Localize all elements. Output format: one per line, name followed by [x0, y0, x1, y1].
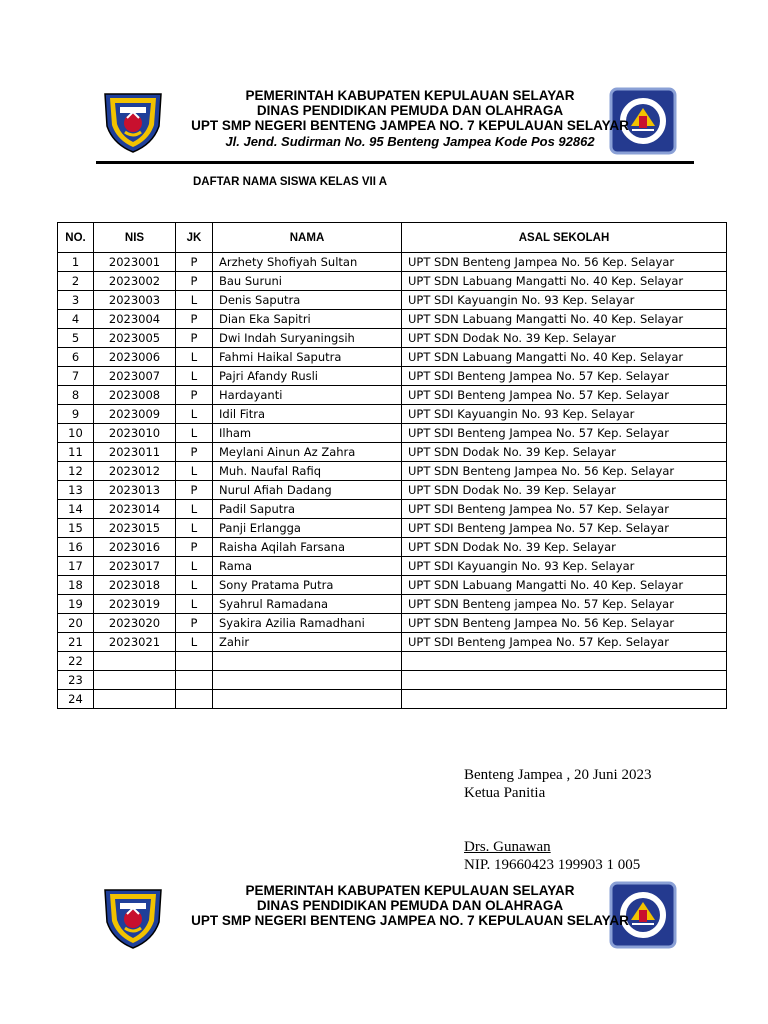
cell-jk: L: [176, 519, 213, 538]
signature-place-date: Benteng Jampea , 20 Juni 2023: [464, 767, 652, 783]
cell-nis: [94, 690, 176, 709]
cell-asal-sekolah: UPT SDI Kayuangin No. 93 Kep. Selayar: [402, 405, 727, 424]
cell-no: 11: [58, 443, 94, 462]
cell-nama: Sony Pratama Putra: [213, 576, 402, 595]
cell-nama: Dian Eka Sapitri: [213, 310, 402, 329]
cell-nis: 2023011: [94, 443, 176, 462]
cell-asal-sekolah: UPT SDN Benteng Jampea No. 56 Kep. Selayar: [402, 462, 727, 481]
cell-no: 12: [58, 462, 94, 481]
header-nama: NAMA: [213, 223, 402, 253]
cell-no: 6: [58, 348, 94, 367]
cell-jk: L: [176, 500, 213, 519]
cell-asal-sekolah: [402, 652, 727, 671]
cell-jk: L: [176, 462, 213, 481]
cell-nama: Syahrul Ramadana: [213, 595, 402, 614]
cell-asal-sekolah: UPT SDN Dodak No. 39 Kep. Selayar: [402, 329, 727, 348]
cell-no: 22: [58, 652, 94, 671]
table-row: [58, 538, 727, 557]
table-row: [58, 576, 727, 595]
cell-no: 7: [58, 367, 94, 386]
table-row: [58, 424, 727, 443]
table-row: [58, 405, 727, 424]
cell-nis: 2023002: [94, 272, 176, 291]
cell-asal-sekolah: [402, 671, 727, 690]
cell-asal-sekolah: [402, 690, 727, 709]
footer-government: PEMERINTAH KABUPATEN KEPULAUAN SELAYAR: [245, 883, 575, 898]
cell-nama: Dwi Indah Suryaningsih: [213, 329, 402, 348]
cell-no: 5: [58, 329, 94, 348]
cell-asal-sekolah: UPT SDI Benteng Jampea No. 57 Kep. Selayar: [402, 633, 727, 652]
cell-nama: Arzhety Shofiyah Sultan: [213, 253, 402, 272]
cell-nis: 2023020: [94, 614, 176, 633]
cell-nama: Zahir: [213, 633, 402, 652]
cell-jk: L: [176, 405, 213, 424]
table-row: [58, 310, 727, 329]
cell-jk: L: [176, 367, 213, 386]
table-row: [58, 443, 727, 462]
cell-asal-sekolah: UPT SDN Benteng Jampea No. 56 Kep. Selayar: [402, 253, 727, 272]
table-row: [58, 272, 727, 291]
student-table: [57, 222, 727, 709]
table-row: [58, 557, 727, 576]
cell-nama: Rama: [213, 557, 402, 576]
cell-nis: [94, 671, 176, 690]
signature-nip: NIP. 19660423 199903 1 005: [464, 857, 641, 873]
cell-asal-sekolah: UPT SDI Benteng Jampea No. 57 Kep. Selayar: [402, 367, 727, 386]
table-row: [58, 633, 727, 652]
cell-no: 3: [58, 291, 94, 310]
cell-nis: 2023013: [94, 481, 176, 500]
cell-jk: P: [176, 310, 213, 329]
cell-nama: Nurul Afiah Dadang: [213, 481, 402, 500]
cell-no: 16: [58, 538, 94, 557]
cell-asal-sekolah: UPT SDN Dodak No. 39 Kep. Selayar: [402, 481, 727, 500]
table-body: [58, 253, 727, 709]
table-row: [58, 462, 727, 481]
cell-no: 1: [58, 253, 94, 272]
cell-jk: [176, 690, 213, 709]
cell-no: 24: [58, 690, 94, 709]
header-jk: JK: [176, 223, 213, 253]
header-nis: NIS: [94, 223, 176, 253]
cell-jk: L: [176, 557, 213, 576]
cell-nama: Denis Saputra: [213, 291, 402, 310]
letterhead-government: PEMERINTAH KABUPATEN KEPULAUAN SELAYAR: [245, 88, 575, 103]
cell-no: 9: [58, 405, 94, 424]
cell-nama: [213, 690, 402, 709]
cell-asal-sekolah: UPT SDI Kayuangin No. 93 Kep. Selayar: [402, 557, 727, 576]
cell-nis: [94, 652, 176, 671]
cell-asal-sekolah: UPT SDN Dodak No. 39 Kep. Selayar: [402, 538, 727, 557]
cell-asal-sekolah: UPT SDN Labuang Mangatti No. 40 Kep. Selayar: [402, 272, 727, 291]
cell-asal-sekolah: UPT SDI Benteng Jampea No. 57 Kep. Selayar: [402, 386, 727, 405]
cell-no: 17: [58, 557, 94, 576]
table-row: [58, 519, 727, 538]
cell-asal-sekolah: UPT SDI Benteng Jampea No. 57 Kep. Selayar: [402, 500, 727, 519]
cell-jk: P: [176, 329, 213, 348]
cell-nis: 2023018: [94, 576, 176, 595]
cell-no: 4: [58, 310, 94, 329]
cell-nis: 2023015: [94, 519, 176, 538]
cell-nis: 2023014: [94, 500, 176, 519]
cell-asal-sekolah: UPT SDN Labuang Mangatti No. 40 Kep. Selayar: [402, 348, 727, 367]
cell-nama: Bau Suruni: [213, 272, 402, 291]
cell-no: 18: [58, 576, 94, 595]
table-row: [58, 690, 727, 709]
cell-nama: Syakira Azilia Ramadhani: [213, 614, 402, 633]
cell-nis: 2023003: [94, 291, 176, 310]
table-row: [58, 348, 727, 367]
table-row: [58, 291, 727, 310]
table-row: [58, 253, 727, 272]
table-row: [58, 386, 727, 405]
letterhead-department: DINAS PENDIDIKAN PEMUDA DAN OLAHRAGA: [256, 103, 564, 118]
cell-nama: Hardayanti: [213, 386, 402, 405]
cell-no: 15: [58, 519, 94, 538]
header-no: NO.: [58, 223, 94, 253]
table-row: [58, 367, 727, 386]
cell-jk: P: [176, 386, 213, 405]
table-header-row: [58, 223, 727, 253]
cell-nis: 2023001: [94, 253, 176, 272]
cell-jk: P: [176, 538, 213, 557]
cell-no: 20: [58, 614, 94, 633]
cell-nama: Padil Saputra: [213, 500, 402, 519]
cell-nis: 2023017: [94, 557, 176, 576]
table-row: [58, 614, 727, 633]
cell-asal-sekolah: UPT SDI Benteng Jampea No. 57 Kep. Selayar: [402, 519, 727, 538]
letterhead-address: Jl. Jend. Sudirman No. 95 Benteng Jampea Kode Pos 92862: [225, 134, 595, 149]
cell-nama: Raisha Aqilah Farsana: [213, 538, 402, 557]
cell-asal-sekolah: UPT SDN Benteng Jampea No. 56 Kep. Selayar: [402, 614, 727, 633]
cell-jk: L: [176, 633, 213, 652]
cell-no: 14: [58, 500, 94, 519]
table-row: [58, 481, 727, 500]
cell-jk: P: [176, 614, 213, 633]
cell-jk: P: [176, 443, 213, 462]
cell-nis: 2023005: [94, 329, 176, 348]
cell-jk: [176, 671, 213, 690]
cell-nis: 2023012: [94, 462, 176, 481]
cell-nama: Meylani Ainun Az Zahra: [213, 443, 402, 462]
cell-nama: Fahmi Haikal Saputra: [213, 348, 402, 367]
cell-jk: L: [176, 348, 213, 367]
cell-nama: Panji Erlangga: [213, 519, 402, 538]
table-row: [58, 652, 727, 671]
table-row: [58, 329, 727, 348]
letterhead-divider: [96, 161, 694, 164]
cell-jk: L: [176, 291, 213, 310]
cell-nis: 2023007: [94, 367, 176, 386]
table-row: [58, 595, 727, 614]
cell-nama: [213, 671, 402, 690]
cell-jk: L: [176, 424, 213, 443]
cell-no: 21: [58, 633, 94, 652]
cell-jk: L: [176, 595, 213, 614]
cell-jk: P: [176, 272, 213, 291]
cell-jk: [176, 652, 213, 671]
letterhead-school: UPT SMP NEGERI BENTENG JAMPEA NO. 7 KEPULAUAN SELAYAR: [191, 118, 629, 133]
table-row: [58, 500, 727, 519]
cell-jk: P: [176, 481, 213, 500]
cell-asal-sekolah: UPT SDN Labuang Mangatti No. 40 Kep. Selayar: [402, 576, 727, 595]
cell-nis: 2023010: [94, 424, 176, 443]
signature-role: Ketua Panitia: [464, 785, 546, 801]
cell-no: 13: [58, 481, 94, 500]
cell-nama: Pajri Afandy Rusli: [213, 367, 402, 386]
cell-nis: 2023016: [94, 538, 176, 557]
cell-nis: 2023004: [94, 310, 176, 329]
cell-jk: L: [176, 576, 213, 595]
cell-asal-sekolah: UPT SDI Kayuangin No. 93 Kep. Selayar: [402, 291, 727, 310]
cell-nis: 2023009: [94, 405, 176, 424]
footer-school: UPT SMP NEGERI BENTENG JAMPEA NO. 7 KEPULAUAN SELAYAR: [191, 913, 629, 928]
cell-nis: 2023019: [94, 595, 176, 614]
signature-name: Drs. Gunawan: [464, 839, 551, 855]
cell-no: 23: [58, 671, 94, 690]
cell-nis: 2023021: [94, 633, 176, 652]
cell-nis: 2023006: [94, 348, 176, 367]
header-asal-sekolah: ASAL SEKOLAH: [402, 223, 727, 253]
cell-jk: P: [176, 253, 213, 272]
cell-no: 8: [58, 386, 94, 405]
cell-asal-sekolah: UPT SDN Dodak No. 39 Kep. Selayar: [402, 443, 727, 462]
table-row: [58, 671, 727, 690]
cell-no: 19: [58, 595, 94, 614]
cell-nis: 2023008: [94, 386, 176, 405]
list-title: DAFTAR NAMA SISWA KELAS VII A: [193, 176, 388, 188]
cell-nama: Muh. Naufal Rafiq: [213, 462, 402, 481]
cell-nama: [213, 652, 402, 671]
cell-nama: Idil Fitra: [213, 405, 402, 424]
cell-nama: Ilham: [213, 424, 402, 443]
cell-asal-sekolah: UPT SDN Labuang Mangatti No. 40 Kep. Selayar: [402, 310, 727, 329]
cell-no: 2: [58, 272, 94, 291]
cell-no: 10: [58, 424, 94, 443]
footer-department: DINAS PENDIDIKAN PEMUDA DAN OLAHRAGA: [256, 898, 564, 913]
cell-asal-sekolah: UPT SDN Benteng jampea No. 57 Kep. Selayar: [402, 595, 727, 614]
cell-asal-sekolah: UPT SDI Benteng Jampea No. 57 Kep. Selayar: [402, 424, 727, 443]
